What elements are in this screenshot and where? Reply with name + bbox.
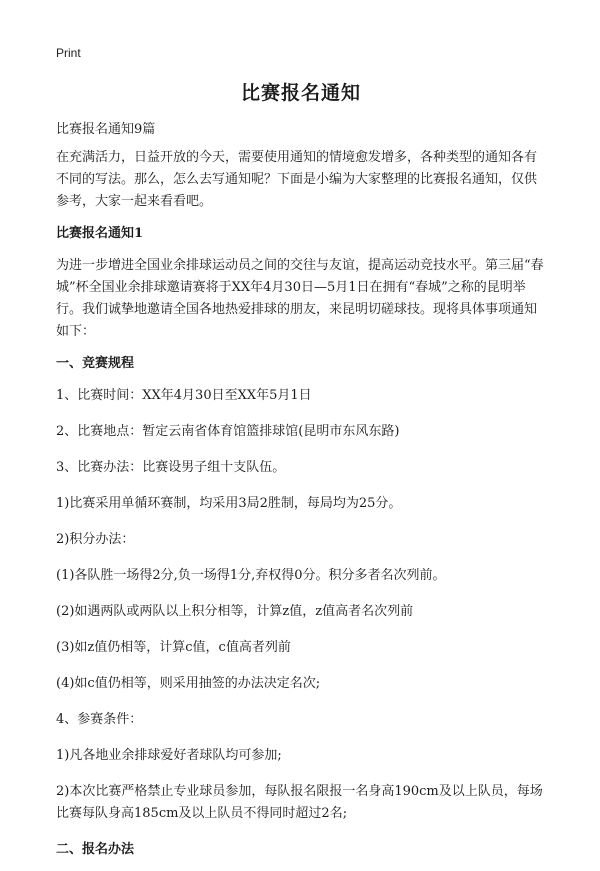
list-item: 1)比赛采用单循环赛制，均采用3局2胜制，每局均为25分。 [56,496,402,511]
list-item: (2)如遇两队或两队以上积分相等，计算z值，z值高者名次列前 [56,604,414,619]
section-heading-registration: 二、报名办法 [56,842,135,857]
list-item: (3)如z值仍相等，计算c值，c值高者列前 [56,640,291,655]
print-link[interactable]: Print [56,46,81,60]
document-title: 比赛报名通知 [240,82,361,104]
list-item: 2)本次比赛严格禁止专业球员参加，每队报名限报一名身高190cm及以上队员，每场比赛每队身高185cm及以上队员不得同时超过2名; [56,784,543,821]
notice-body-paragraph: 为进一步增进全国业余排球运动员之间的交往与友谊，提高运动竞技水平。第三届“春城”杯全国业余排球邀请赛将于XX年4月30日—5月1日在拥有“春城”之称的昆明举行。我们诚挚地邀请全国各地热爱排球的朋友，来昆明切磋球技。现将具体事项通知如下： [56,258,544,339]
list-item: 1)凡各地业余排球爱好者球队均可参加; [56,748,282,763]
list-item: 1、比赛时间：XX年4月30日至XX年5月1日 [56,388,312,403]
list-item: 2、比赛地点：暂定云南省体育馆篮排球馆(昆明市东风东路) [56,424,400,439]
document-subtitle: 比赛报名通知9篇 [56,122,156,137]
list-item: 2)积分办法： [56,532,135,547]
list-item: 3、比赛办法：比赛设男子组十支队伍。 [56,460,286,475]
document-page [56,78,546,871]
notice-heading: 比赛报名通知1 [56,226,144,241]
list-item: 4、参赛条件： [56,712,143,727]
intro-paragraph: 在充满活力，日益开放的今天，需要使用通知的情境愈发增多，各种类型的通知各有不同的写法。那么，怎么去写通知呢？下面是小编为大家整理的比赛报名通知，仅供参考，大家一起来看看吧。 [56,150,538,209]
list-item: (4)如c值仍相等，则采用抽签的办法决定名次; [56,676,321,691]
section-heading-rules: 一、竞赛规程 [56,356,135,371]
list-item: (1)各队胜一场得2分,负一场得1分,弃权得0分。积分多者名次列前。 [56,568,446,583]
